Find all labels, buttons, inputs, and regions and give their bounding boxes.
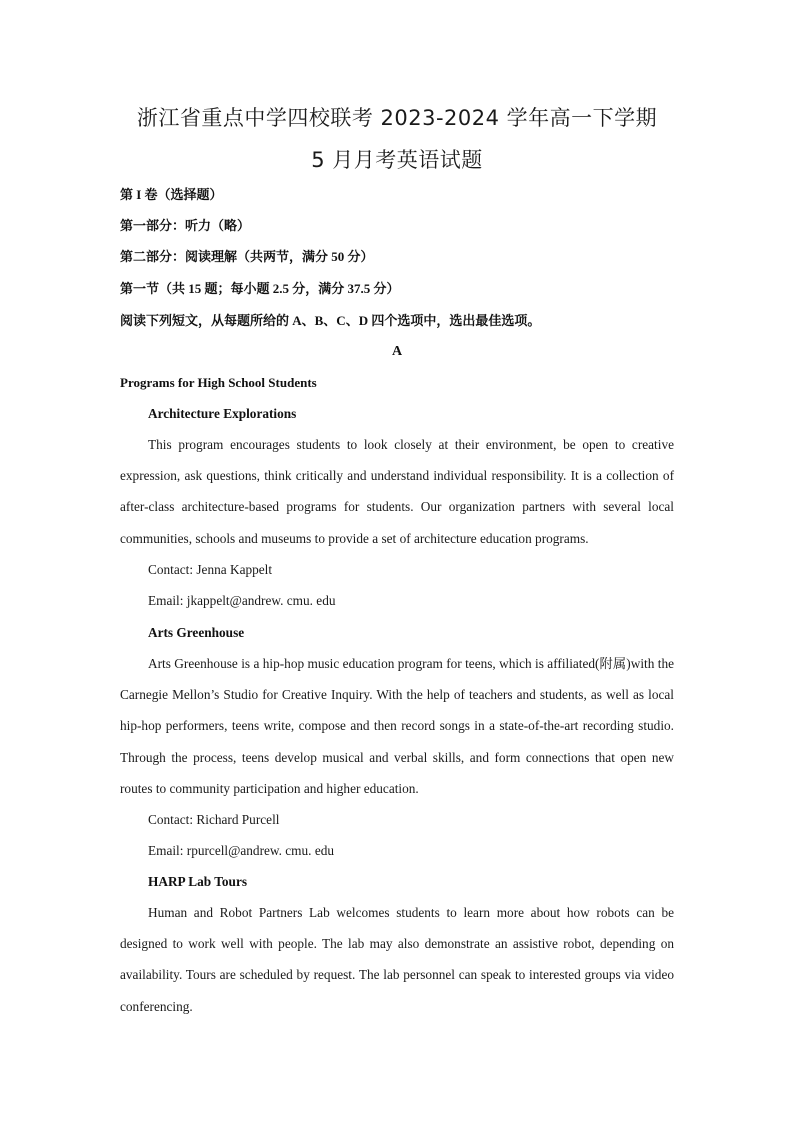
program-description-harp-lab: Human and Robot Partners Lab welcomes students to learn more about how robots can be designed to work well with people. The lab may also demonstrate an assistive robot, depending on availability. Tours are scheduled by request. The lab personnel can speak to interested groups via video conferencing. (120, 905, 674, 1014)
passage-label: A (391, 344, 403, 359)
section-one-heading: 第一节（共 15 题；每小题 2.5 分，满分 37.5 分） (120, 281, 400, 296)
exam-title-line-2: 5 月月考英语试题 (311, 148, 483, 172)
passage-title: Programs for High School Students (120, 375, 317, 390)
program-contact-architecture: Contact: Jenna Kappelt (148, 562, 273, 577)
program-email-arts-greenhouse: Email: rpurcell@andrew. cmu. edu (148, 843, 335, 858)
program-description-arts-greenhouse: Arts Greenhouse is a hip-hop music education program for teens, which is affiliated(附属)with the Carnegie Mellon’s Studio for Creative Inquiry. With the help of teachers and students, as well as local hip-hop performers, teens write, compose and then record songs in a state-of-the-art recording studio. Through the process, teens develop musical and verbal skills, and form connections that open new routes to community participation and higher education. (120, 656, 674, 796)
exam-title-line-1: 浙江省重点中学四校联考 2023-2024 学年高一下学期 (136, 106, 658, 130)
program-description-architecture: This program encourages students to look closely at their environment, be open to creative expression, ask questions, think critically and understand individual responsibility. It is a collection of after-class architecture-based programs for students. Our organization partners with several local communities, schools and museums to provide a set of architecture education programs. (120, 437, 674, 546)
program-name-arts-greenhouse: Arts Greenhouse (148, 625, 245, 640)
part-one-heading: 第一部分：听力（略） (120, 218, 251, 233)
program-name-architecture: Architecture Explorations (148, 406, 297, 421)
part-two-heading: 第二部分：阅读理解（共两节，满分 50 分） (120, 249, 374, 264)
program-contact-arts-greenhouse: Contact: Richard Purcell (148, 812, 280, 827)
volume-heading: 第 I 卷（选择题） (120, 187, 223, 202)
instructions: 阅读下列短文，从每题所给的 A、B、C、D 四个选项中，选出最佳选项。 (120, 313, 541, 328)
program-name-harp-lab: HARP Lab Tours (148, 874, 248, 889)
program-email-architecture: Email: jkappelt@andrew. cmu. edu (148, 593, 336, 608)
